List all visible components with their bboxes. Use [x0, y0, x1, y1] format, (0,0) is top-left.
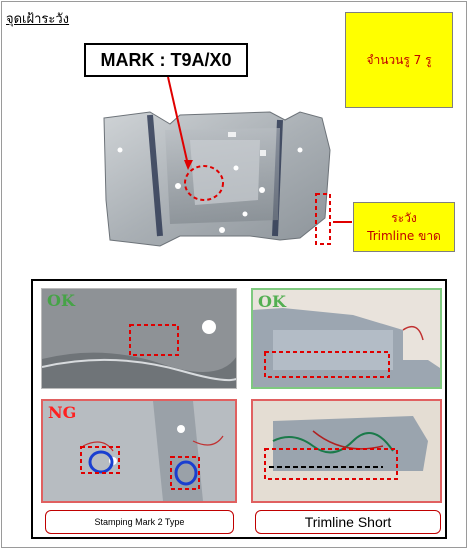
ok-photo-trimline [251, 288, 442, 389]
ng-badge: NG [48, 403, 77, 422]
caution-line-1: ระวัง [391, 211, 417, 225]
ok-photo-stamping [41, 288, 237, 389]
hole-count-text: จำนวนรู 7 รู [366, 52, 432, 67]
trimline-caution-note [353, 202, 455, 252]
caution-line-2: Trimline ขาด [367, 229, 441, 243]
ng-photo-trimline [251, 399, 442, 503]
caption-trimline-short [255, 510, 441, 534]
ok-badge-stamping: OK [47, 291, 75, 310]
ng-trimline-image [253, 401, 440, 501]
caption-trimline-short-text: Trimline Short [304, 514, 392, 530]
ok-badge-trimline: OK [258, 292, 286, 311]
caption-stamping-mark-text: Stamping Mark 2 Type [94, 517, 185, 527]
mark-label-text: MARK : T9A/X0 [100, 49, 232, 70]
page-title: จุดเฝ้าระวัง [6, 12, 70, 27]
floor-panel-part [104, 112, 330, 246]
ng-photo-stamping [41, 399, 237, 503]
caption-stamping-mark [45, 510, 234, 534]
inspection-panel [31, 279, 447, 539]
